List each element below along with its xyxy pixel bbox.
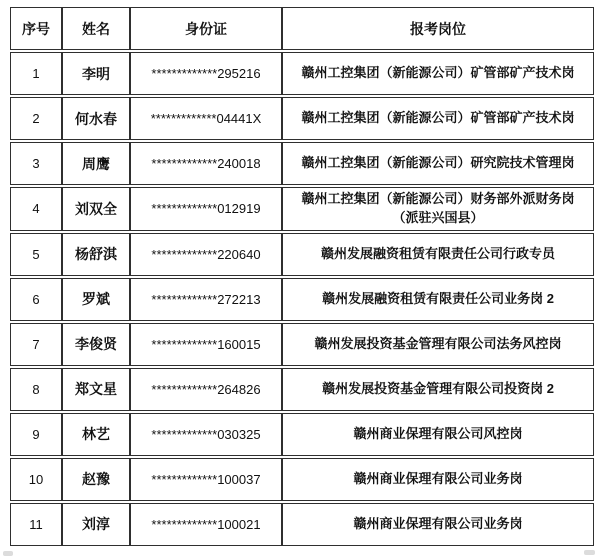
cell-name: 林艺 bbox=[62, 413, 130, 456]
cell-name: 李俊贤 bbox=[62, 323, 130, 366]
cell-name: 李明 bbox=[62, 52, 130, 95]
cell-seq: 6 bbox=[10, 278, 62, 321]
table-row bbox=[10, 233, 594, 276]
cell-position: 赣州发展融资租赁有限责任公司行政专员 bbox=[282, 233, 594, 276]
cell-id: *************012919 bbox=[130, 187, 282, 231]
cell-name: 杨舒淇 bbox=[62, 233, 130, 276]
cell-seq: 9 bbox=[10, 413, 62, 456]
applicants-table bbox=[10, 5, 594, 548]
cell-seq: 11 bbox=[10, 503, 62, 546]
cell-name: 刘淳 bbox=[62, 503, 130, 546]
corner-mark-left bbox=[3, 551, 13, 556]
cell-position: 赣州工控集团（新能源公司）财务部外派财务岗（派驻兴国县） bbox=[282, 187, 594, 231]
cell-id: *************240018 bbox=[130, 142, 282, 185]
cell-name: 刘双全 bbox=[62, 187, 130, 231]
cell-name: 何水春 bbox=[62, 97, 130, 140]
cell-id: *************272213 bbox=[130, 278, 282, 321]
cell-seq: 8 bbox=[10, 368, 62, 411]
table-row bbox=[10, 323, 594, 366]
cell-id: *************100037 bbox=[130, 458, 282, 501]
table-row bbox=[10, 278, 594, 321]
cell-name: 罗斌 bbox=[62, 278, 130, 321]
column-header-position: 报考岗位 bbox=[282, 7, 594, 50]
cell-position: 赣州商业保理有限公司业务岗 bbox=[282, 503, 594, 546]
cell-id: *************220640 bbox=[130, 233, 282, 276]
cell-id: *************030325 bbox=[130, 413, 282, 456]
table-row bbox=[10, 52, 594, 95]
cell-position: 赣州发展融资租赁有限责任公司业务岗 2 bbox=[282, 278, 594, 321]
cell-id: *************04441X bbox=[130, 97, 282, 140]
cell-id: *************264826 bbox=[130, 368, 282, 411]
table-row bbox=[10, 142, 594, 185]
cell-position: 赣州工控集团（新能源公司）矿管部矿产技术岗 bbox=[282, 52, 594, 95]
cell-seq: 2 bbox=[10, 97, 62, 140]
table-body bbox=[10, 52, 594, 546]
cell-seq: 10 bbox=[10, 458, 62, 501]
cell-id: *************100021 bbox=[130, 503, 282, 546]
cell-seq: 1 bbox=[10, 52, 62, 95]
cell-position: 赣州商业保理有限公司业务岗 bbox=[282, 458, 594, 501]
cell-seq: 3 bbox=[10, 142, 62, 185]
header-row bbox=[10, 7, 594, 50]
cell-seq: 7 bbox=[10, 323, 62, 366]
cell-position: 赣州发展投资基金管理有限公司法务风控岗 bbox=[282, 323, 594, 366]
table-row bbox=[10, 503, 594, 546]
cell-name: 郑文星 bbox=[62, 368, 130, 411]
cell-id: *************295216 bbox=[130, 52, 282, 95]
table-row bbox=[10, 413, 594, 456]
cell-position: 赣州商业保理有限公司风控岗 bbox=[282, 413, 594, 456]
column-header-name: 姓名 bbox=[62, 7, 130, 50]
table-header bbox=[10, 7, 594, 50]
cell-name: 周鹰 bbox=[62, 142, 130, 185]
table-row bbox=[10, 97, 594, 140]
cell-position: 赣州工控集团（新能源公司）矿管部矿产技术岗 bbox=[282, 97, 594, 140]
corner-mark-right bbox=[584, 550, 595, 555]
column-header-id: 身份证 bbox=[130, 7, 282, 50]
cell-seq: 4 bbox=[10, 187, 62, 231]
table-row bbox=[10, 187, 594, 231]
cell-id: *************160015 bbox=[130, 323, 282, 366]
cell-position: 赣州发展投资基金管理有限公司投资岗 2 bbox=[282, 368, 594, 411]
cell-seq: 5 bbox=[10, 233, 62, 276]
column-header-seq: 序号 bbox=[10, 7, 62, 50]
cell-position: 赣州工控集团（新能源公司）研究院技术管理岗 bbox=[282, 142, 594, 185]
table-row bbox=[10, 458, 594, 501]
cell-name: 赵豫 bbox=[62, 458, 130, 501]
table-row bbox=[10, 368, 594, 411]
